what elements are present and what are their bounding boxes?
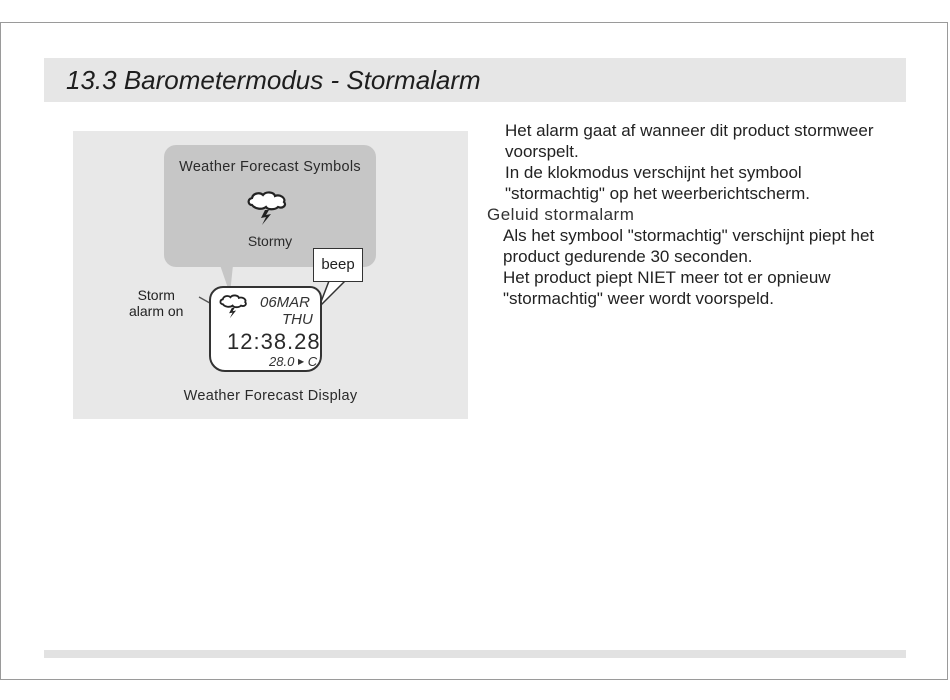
lcd-date: 06MAR: [260, 294, 311, 311]
lcd-time: 12:38.28: [227, 329, 321, 354]
stormy-label: Stormy: [247, 233, 293, 249]
paragraph-3: Als het symbool "stormachtig" verschijnt piept het product gedurende 30 seconden.: [503, 226, 875, 266]
beep-callout: beep: [313, 248, 363, 282]
temperature-unit: C: [307, 354, 318, 369]
storm-alarm-line1: Storm: [137, 287, 175, 303]
weather-forecast-figure: [73, 131, 468, 419]
paragraph-2: In de klokmodus verschijnt het symbool "stormachtig" op het weerberichtscherm.: [505, 163, 810, 203]
paragraph-1: Het alarm gaat af wanneer dit product stormweer voorspelt.: [505, 121, 874, 161]
content-text: [487, 120, 897, 309]
figure-caption: Weather Forecast Display: [183, 388, 358, 404]
temperature-value: 28.0: [269, 354, 295, 369]
storm-alarm-label: [129, 287, 183, 319]
sub-heading: Geluid stormalarm: [487, 205, 635, 224]
page-title: 13.3 Barometermodus - Stormalarm: [66, 65, 481, 95]
pointer-lines: [73, 131, 468, 419]
storm-alarm-line2: alarm on: [129, 303, 184, 319]
lcd-temperature: [269, 354, 317, 369]
watch-display: [209, 286, 322, 372]
lcd-day: THU: [282, 311, 313, 328]
header-bar: [44, 58, 906, 102]
footer-bar: [44, 650, 906, 658]
pointer-triangle-icon: ▶: [297, 357, 305, 366]
storm-cloud-icon: [217, 293, 251, 321]
symbols-title: Weather Forecast Symbols: [179, 159, 361, 175]
paragraph-4: Het product piept NIET meer tot er opnieuw "stormachtig" weer wordt voorspeld.: [503, 268, 831, 308]
